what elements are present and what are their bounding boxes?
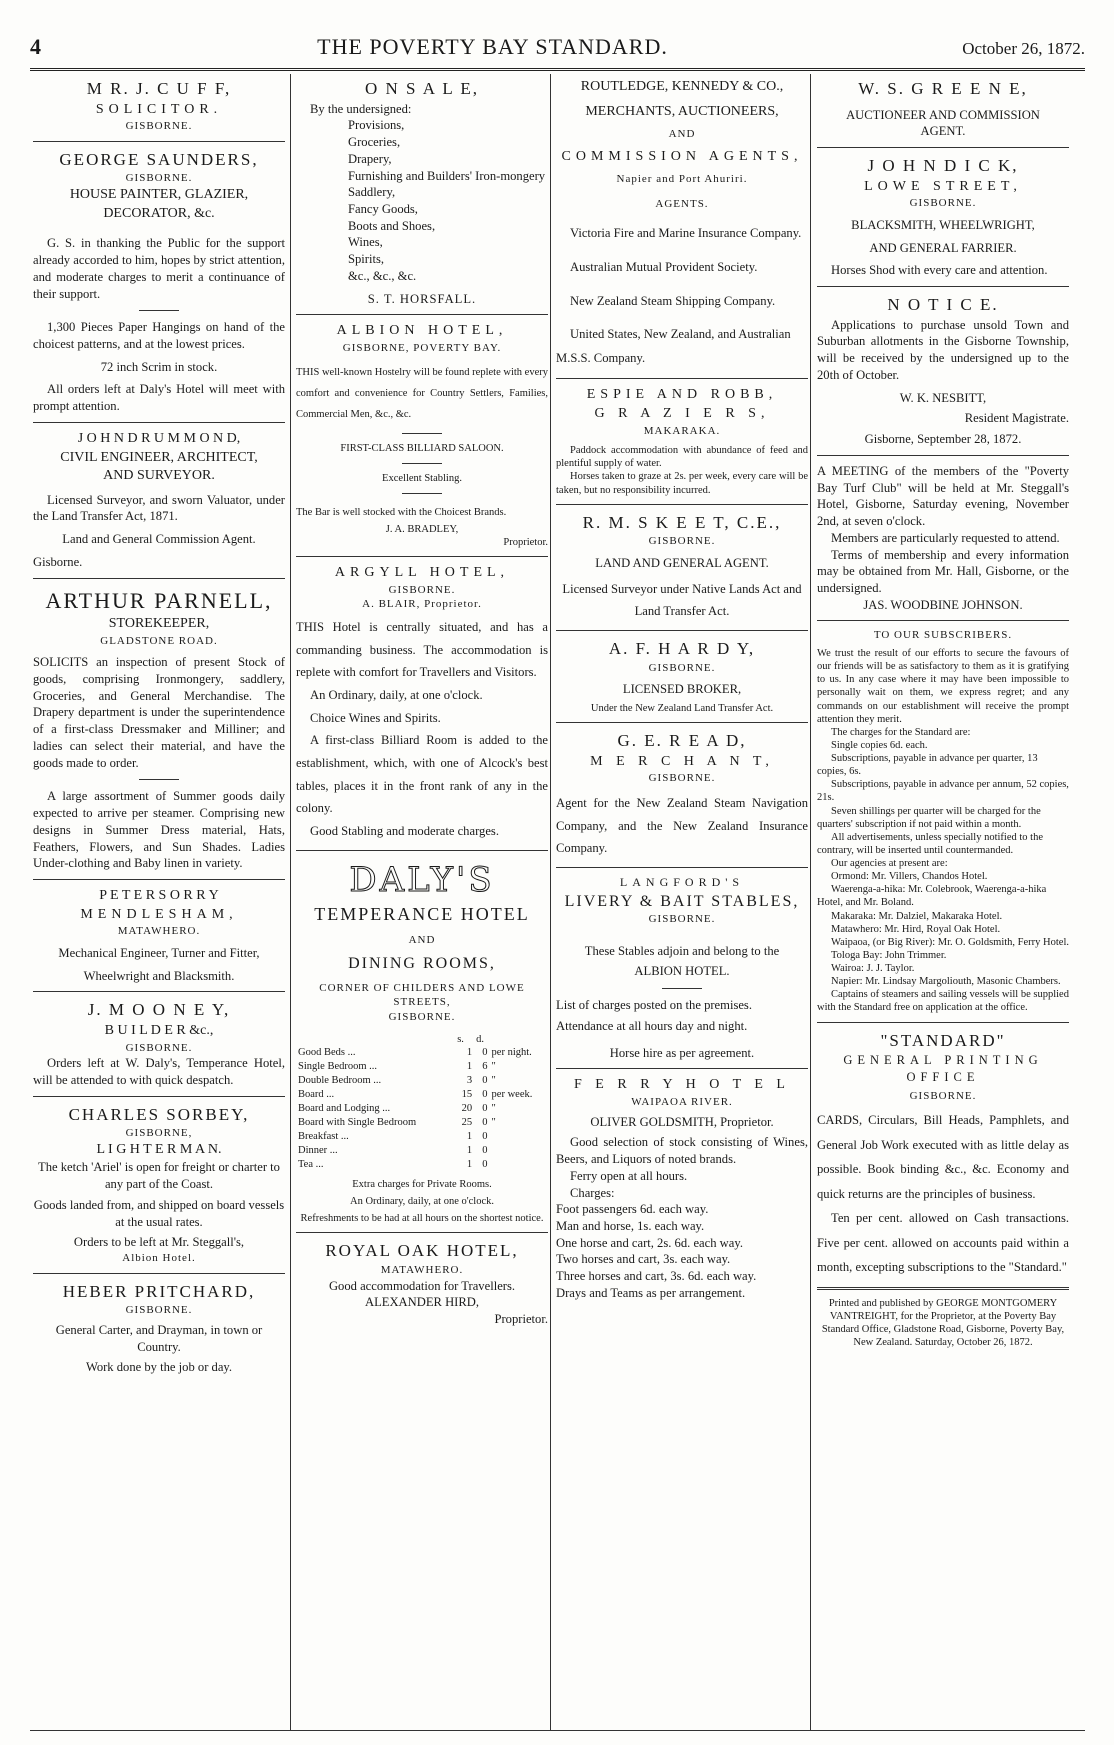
charge-item: Three horses and cart, 3s. 6d. each way.	[556, 1269, 757, 1284]
table-cell: 15	[461, 1089, 473, 1101]
table-cell: "	[491, 1075, 496, 1087]
ad-printing-office	[817, 1030, 1069, 1280]
ad-espie-robb	[556, 386, 808, 496]
ad-heading: CHARLES SORBEY,	[68, 1104, 250, 1124]
ad-heading: W. S. G R E E N E,	[858, 79, 1028, 98]
ad-text: The ketch 'Ariel' is open for freight or charter to any part of the Coast.	[38, 1160, 280, 1192]
ad-text: Orders left at W. Daly's, Temperance Hotel, will be attended to with quick despatch.	[33, 1056, 285, 1087]
ad-heading: J. M O O N E Y,	[87, 1000, 231, 1020]
issue-date: October 26, 1872.	[962, 39, 1085, 58]
agency-item: New Zealand Steam Shipping Company.	[570, 293, 776, 308]
ad-role: CIVIL ENGINEER, ARCHITECT,	[60, 449, 258, 465]
ad-drummond	[33, 430, 285, 571]
ad-heading: ARTHUR PARNELL,	[45, 587, 273, 613]
table-row	[296, 1116, 548, 1130]
ad-text: ALBION HOTEL.	[634, 964, 730, 979]
ad-text: Good accommodation for Travellers.	[328, 1278, 516, 1293]
ad-text: AND	[408, 933, 436, 946]
ad-text: A first-class Billiard Room is added to the establishment, which, with one of Alcock's best tables, places it in the front rank of any in the colony.	[296, 733, 548, 816]
ad-saunders	[33, 149, 285, 415]
table-cell: "	[491, 1103, 496, 1115]
table-row	[296, 1102, 548, 1116]
divider	[33, 991, 285, 992]
ad-text: Excellent Stabling.	[382, 472, 462, 484]
masthead	[30, 34, 1085, 64]
masthead-rule	[30, 68, 1085, 71]
ad-hardy	[556, 638, 808, 715]
agency-item: Matawhero: Mr. Hird, Royal Oak Hotel.	[831, 923, 1001, 935]
table-cell: 0	[482, 1117, 488, 1129]
agency-item: United States, New Zealand, and Australian M.S.S. Company.	[556, 327, 791, 366]
ad-heading: TO OUR SUBSCRIBERS.	[873, 629, 1013, 642]
agency-item: Waipaoa, (or Big River): Mr. O. Goldsmith, Ferry Hotel.	[831, 936, 1069, 948]
ad-text: A large assortment of Summer goods daily expected to arrive per steamer. Comprising new designs in Summer Dress material, Hats, Feathers, Flowers, and Sun Shades. Ladies Under-clothing and Baby linen in variety.	[33, 789, 285, 871]
ad-text: Paddock accommodation with abundance of feed and plentiful supply of water.	[556, 445, 808, 470]
ad-text: Under the New Zealand Land Transfer Act.	[590, 702, 774, 714]
table-row	[296, 1060, 548, 1074]
ad-place: MATAWHERO.	[380, 1264, 464, 1277]
divider	[556, 630, 808, 631]
ad-text: The Bar is well stocked with the Choicest Brands.	[296, 506, 507, 518]
table-cell: 1	[466, 1131, 473, 1143]
ad-role: BLACKSMITH, WHEELWRIGHT,	[851, 217, 1035, 232]
ad-place: GISBORNE.	[648, 913, 716, 926]
ad-role: G R A Z I E R S,	[594, 405, 770, 421]
ad-heading: ARGYLL HOTEL,	[334, 565, 510, 581]
ad-role: AND SURVEYOR.	[103, 468, 215, 484]
divider	[817, 1022, 1069, 1023]
table-cell: Good Beds ...	[298, 1047, 356, 1059]
table-cell: Single Bedroom ...	[298, 1061, 378, 1073]
table-cell: 0	[482, 1145, 488, 1157]
ad-place: LOWE STREET,	[864, 178, 1022, 194]
agency-item: Wairoa: J. J. Taylor.	[831, 963, 915, 975]
ad-role: DECORATOR, &c.	[103, 205, 215, 221]
table-cell: 0	[482, 1131, 488, 1143]
charge-item: Foot passengers 6d. each way.	[556, 1202, 709, 1217]
table-cell: per night.	[491, 1047, 532, 1059]
ad-place: GISBORNE,	[125, 1127, 193, 1140]
ad-text: LAND AND GENERAL AGENT.	[595, 555, 769, 570]
ad-text: Wheelwright and Blacksmith.	[83, 968, 235, 983]
ad-role: L I G H T E R M A N.	[96, 1141, 222, 1157]
divider	[556, 378, 808, 379]
ad-text: Work done by the job or day.	[85, 1360, 233, 1375]
ad-text: Horses taken to graze at 2s. per week, every care will be taken, but no responsibility incurred.	[556, 471, 808, 496]
ad-text: General Carter, and Drayman, in town or Country.	[55, 1322, 263, 1354]
agency-item: Makaraka: Mr. Dalziel, Makaraka Hotel.	[831, 910, 1003, 922]
table-row	[296, 1046, 548, 1060]
divider	[817, 286, 1069, 287]
ad-heading: ROYAL OAK HOTEL,	[325, 1241, 519, 1261]
goods-list-item: Drapery,	[348, 151, 392, 166]
divider	[33, 1273, 285, 1274]
ad-role: B U I L D E R &c.,	[104, 1022, 214, 1038]
ad-text: An Ordinary, daily, at one o'clock.	[350, 1196, 494, 1208]
ad-place: GISBORNE, POVERTY BAY.	[342, 342, 502, 355]
ad-heading: DINING ROOMS,	[348, 955, 496, 973]
ad-text: AGENTS.	[655, 198, 709, 211]
divider	[556, 1068, 808, 1069]
ad-albion-hotel	[296, 322, 548, 549]
ad-dalys-temperance-hotel	[296, 858, 548, 1226]
ad-text: Seven shillings per quarter will be charged for the quarters' subscription if not paid within a month.	[817, 805, 1041, 830]
ad-text: Subscriptions, payable in advance per annum, 52 copies, 21s.	[817, 779, 1069, 804]
ad-signature: JAS. WOODBINE JOHNSON.	[863, 597, 1023, 612]
table-cell: Board with Single Bedroom	[298, 1117, 417, 1129]
ad-role: COMMISSION AGENTS,	[561, 148, 803, 164]
goods-list-item: &c., &c., &c.	[348, 268, 417, 283]
agency-item: Tologa Bay: John Trimmer.	[831, 949, 947, 961]
divider	[817, 620, 1069, 621]
newspaper-title: THE POVERTY BAY STANDARD.	[317, 34, 668, 59]
charge-item: Two horses and cart, 3s. each way.	[556, 1252, 731, 1267]
divider	[33, 879, 285, 880]
ad-signature: ALEXANDER HIRD,	[364, 1295, 480, 1310]
column-2	[296, 78, 548, 1728]
ad-role: AND GENERAL FARRIER.	[869, 240, 1017, 255]
goods-list-item: Spirits,	[348, 252, 385, 267]
ad-text: Ten per cent. allowed on Cash transactions. Five per cent. allowed on accounts paid within a month, excepting subscriptions to the "Standard."	[817, 1211, 1069, 1275]
ad-signature: J. A. BRADLEY,	[385, 523, 459, 535]
ad-text: These Stables adjoin and belong to the	[584, 943, 780, 958]
divider	[817, 455, 1069, 456]
ad-signature: S. T. HORSFALL.	[367, 291, 477, 306]
divider	[296, 850, 548, 851]
ad-text: Our agencies at present are:	[831, 858, 948, 870]
table-cell: 1	[466, 1047, 473, 1059]
ad-place: CORNER OF CHILDERS AND LOWE STREETS,	[319, 981, 525, 1009]
table-row	[296, 1144, 548, 1158]
divider	[33, 141, 285, 142]
agency-item: Australian Mutual Provident Society.	[570, 259, 758, 274]
ad-text: Albion Hotel.	[122, 1252, 196, 1265]
goods-list-item: Groceries,	[348, 135, 401, 150]
ad-place: GISBORNE.	[909, 1090, 977, 1103]
short-rule	[402, 433, 442, 434]
ad-place: GISBORNE.	[648, 772, 716, 785]
ad-mooney	[33, 999, 285, 1088]
agency-item: Ormond: Mr. Villers, Chandos Hotel.	[831, 871, 988, 883]
ad-text: Good selection of stock consisting of Wines, Beers, and Liquors of noted brands.	[556, 1135, 808, 1167]
agency-item: Napier: Mr. Lindsay Margoliouth, Masonic Chambers.	[831, 976, 1061, 988]
ad-langford-stables	[556, 875, 808, 1062]
ad-place: GISBORNE.	[648, 535, 716, 548]
table-row	[296, 1130, 548, 1144]
ad-place: GISBORNE.	[388, 583, 456, 596]
divider	[296, 1232, 548, 1233]
column-divider	[810, 74, 811, 1730]
price-column-header	[490, 1033, 548, 1047]
price-column-header	[296, 1033, 455, 1047]
ad-place: GISBORNE.	[909, 197, 977, 210]
price-table-header	[296, 1033, 548, 1047]
ad-role: SOLICITOR.	[95, 101, 223, 117]
ad-text: SOLICITS an inspection of present Stock of goods, comprising Ironmongery, saddlery, Groceries, and General Merchandise. The Drapery department is under the superintendence of a first-class Dressmaker and Milliner; and ladies can select their material, and have the goods made to order.	[33, 655, 285, 770]
ad-notice	[817, 294, 1069, 448]
price-column-header: d.	[476, 1033, 484, 1045]
ad-text: Horse hire as per agreement.	[609, 1045, 755, 1060]
ad-text: Horses Shod with every care and attention.	[831, 263, 1048, 278]
table-cell: Dinner ...	[298, 1145, 338, 1157]
ad-ferry-hotel	[556, 1076, 808, 1301]
table-cell	[490, 1130, 548, 1144]
ad-text: FIRST-CLASS BILLIARD SALOON.	[340, 442, 504, 454]
ad-place: GISBORNE.	[125, 172, 193, 185]
ad-role: M E R C H A N T,	[590, 753, 774, 769]
table-cell: Double Bedroom ...	[298, 1075, 382, 1087]
column-4	[817, 78, 1069, 1728]
ad-heading: TEMPERANCE HOTEL	[314, 903, 530, 924]
table-row	[296, 1158, 548, 1172]
ad-text: Mechanical Engineer, Turner and Fitter,	[58, 945, 260, 960]
ad-text: THIS well-known Hostelry will be found replete with every comfort and convenience for Country Settlers, Families, Commercial Men, &c., &c.	[296, 366, 548, 420]
table-cell: 0	[482, 1159, 488, 1171]
ad-skeet	[556, 512, 808, 623]
divider	[33, 578, 285, 579]
ad-place: WAIPAOA RIVER.	[631, 1095, 733, 1108]
short-rule	[139, 779, 179, 780]
divider	[296, 314, 548, 315]
table-cell: 0	[482, 1047, 488, 1059]
ad-place: MAKARAKA.	[643, 424, 721, 437]
ad-heading: O N S A L E,	[364, 79, 480, 98]
notice-subscribers	[817, 628, 1069, 1014]
column-1	[33, 78, 285, 1728]
ad-text: Members are particularly requested to attend.	[831, 530, 1060, 545]
ad-heading: GENERAL PRINTING OFFICE	[843, 1053, 1043, 1084]
ad-on-sale	[296, 78, 548, 307]
printer-imprint: Printed and published by GEORGE MONTGOMERY VANTREIGHT, for the Proprietor, at the Poverty Bay Standard Office, Gladstone Road, Gisborne, Poverty Bay, New Zealand. Saturday, October 26, 1872.	[821, 1297, 1065, 1349]
divider	[33, 1096, 285, 1097]
table-cell: 1	[466, 1145, 473, 1157]
ad-text: THIS Hotel is centrally situated, and has a commanding business. The accommodation is replete with comfort for Travellers and Visitors.	[296, 620, 548, 680]
ad-text: 1,300 Pieces Paper Hangings on hand of the choicest patterns, and at the lowest prices.	[33, 320, 285, 351]
ad-role: STOREKEEPER,	[108, 615, 210, 631]
divider	[33, 422, 285, 423]
ad-text: Terms of membership and every information may be obtained from Mr. Hall, Gisborne, or the undersigned.	[817, 547, 1069, 596]
table-cell: 6	[482, 1061, 488, 1073]
goods-list	[296, 117, 548, 284]
ad-cuff	[33, 78, 285, 134]
ad-heading: R. M. S K E E T, C.E.,	[582, 512, 782, 532]
ad-date: Gisborne, September 28, 1872.	[864, 432, 1022, 447]
ad-dick	[817, 155, 1069, 279]
ad-place: GISBORNE.	[125, 1304, 193, 1317]
table-cell: "	[491, 1117, 496, 1129]
ad-role: AUCTIONEER AND COMMISSION	[846, 107, 1040, 122]
agency-list	[556, 222, 808, 372]
table-row	[296, 1074, 548, 1088]
table-cell: Tea ...	[298, 1159, 324, 1171]
goods-list-item: Boots and Shoes,	[348, 218, 436, 233]
charge-item: Drays and Teams as per arrangement.	[556, 1285, 746, 1300]
table-cell: 3	[466, 1075, 473, 1087]
ad-role: LICENSED BROKER,	[622, 682, 742, 697]
agency-item: Victoria Fire and Marine Insurance Company.	[570, 225, 802, 240]
ad-text: By the undersigned:	[310, 101, 412, 116]
ad-place: MENDLESHAM,	[80, 906, 238, 922]
ad-place: MATAWHERO.	[117, 925, 201, 938]
ad-text: An Ordinary, daily, at one o'clock.	[310, 687, 483, 702]
table-cell: 1	[466, 1061, 473, 1073]
ad-text: Orders to be left at Mr. Steggall's,	[73, 1235, 245, 1250]
ad-text: The charges for the Standard are:	[831, 726, 971, 738]
ad-heading: GEORGE SAUNDERS,	[59, 149, 259, 169]
charge-item: One horse and cart, 2s. 6d. each way.	[556, 1235, 743, 1250]
ad-heading: J O H N D R U M M O N D,	[77, 430, 241, 446]
ad-text: Extra charges for Private Rooms.	[352, 1179, 492, 1191]
ad-text: Land and General Commission Agent.	[62, 532, 256, 547]
ad-heading: P E T E R S O R R Y	[99, 887, 219, 903]
ad-read	[556, 730, 808, 860]
ad-text: Licensed Surveyor, and sworn Valuator, under the Land Transfer Act, 1871.	[33, 492, 285, 524]
ad-heading: "STANDARD"	[880, 1030, 1006, 1050]
ad-signature: Proprietor.	[494, 1312, 548, 1327]
ad-text: All advertisements, unless specially notified to the contrary, will be inserted until countermanded.	[817, 831, 1043, 856]
ad-text: Good Stabling and moderate charges.	[310, 823, 499, 838]
goods-list-item: Provisions,	[348, 118, 405, 133]
ad-argyll-hotel	[296, 564, 548, 842]
column-3	[556, 78, 808, 1728]
ad-text: Choice Wines and Spirits.	[310, 710, 441, 725]
ad-text: Licensed Surveyor under Native Lands Act and Land Transfer Act.	[562, 581, 802, 619]
table-cell: Breakfast ...	[298, 1131, 349, 1143]
ad-heading: J O H N D I C K,	[867, 156, 1019, 176]
ad-text: G. S. in thanking the Public for the support already accorded to him, hopes by strict attention, and moderate charges to merit a continuance of their support.	[33, 236, 285, 301]
table-cell	[490, 1144, 548, 1158]
bottom-rule	[30, 1730, 1085, 1731]
ad-place: GLADSTONE ROAD.	[100, 634, 218, 647]
table-cell: "	[491, 1061, 496, 1073]
divider	[296, 556, 548, 557]
table-cell: per week.	[491, 1089, 533, 1101]
ad-pritchard	[33, 1281, 285, 1376]
ad-text: Captains of steamers and sailing vessels will be supplied with the Standard free on application at the office.	[817, 989, 1069, 1014]
short-rule	[402, 463, 442, 464]
ad-role: HOUSE PAINTER, GLAZIER,	[69, 187, 249, 203]
ad-text: Attendance at all hours day and night.	[556, 1018, 748, 1033]
ad-heading: A. F. H A R D Y,	[608, 638, 756, 658]
table-row	[296, 1088, 548, 1102]
ad-heading: ALBION HOTEL,	[336, 323, 508, 339]
ad-heading: ROUTLEDGE, KENNEDY & CO.,	[580, 79, 784, 94]
ad-text: List of charges posted on the premises.	[556, 998, 752, 1013]
table-cell: 0	[482, 1103, 488, 1115]
ad-royal-oak-hotel	[296, 1240, 548, 1327]
ad-heading: LANGFORD'S	[619, 874, 745, 889]
ad-signature: W. K. NESBITT,	[899, 390, 987, 405]
ad-heading: N O T I C E.	[887, 295, 999, 315]
divider	[556, 722, 808, 723]
charge-item: Man and horse, 1s. each way.	[556, 1219, 705, 1233]
table-cell: 0	[482, 1089, 488, 1101]
ad-heading: M R. J. C U F F,	[86, 79, 232, 98]
ad-place: GISBORNE.	[388, 1010, 456, 1023]
ad-place: Napier and Port Ahuriri.	[616, 173, 748, 186]
price-table	[296, 1033, 548, 1173]
table-cell: 1	[466, 1159, 473, 1171]
ad-text: Single copies 6d. each.	[831, 739, 928, 751]
ad-role: MERCHANTS, AUCTIONEERS,	[585, 103, 779, 119]
ad-routledge-kennedy	[556, 78, 808, 371]
agency-item: Waerenga-a-hika: Mr. Colebrook, Waerenga-a-hika Hotel, and Mr. Boland.	[817, 884, 1047, 909]
table-cell: 0	[482, 1075, 488, 1087]
page-number: 4	[30, 34, 41, 59]
ad-signature: Proprietor.	[503, 537, 548, 549]
ad-text: Agent for the New Zealand Steam Navigation Company, and the New Zealand Insurance Company.	[556, 795, 808, 856]
table-cell: 20	[461, 1103, 473, 1115]
table-cell: Board ...	[298, 1089, 335, 1101]
ad-place: GISBORNE.	[648, 661, 716, 674]
ad-text: Ferry open at all hours.	[570, 1168, 688, 1183]
ferry-charges	[556, 1201, 808, 1301]
ad-text: Subscriptions, payable in advance per quarter, 13 copies, 6s.	[817, 753, 1038, 778]
ad-text: Goods landed from, and shipped on board vessels at the usual rates.	[33, 1197, 285, 1229]
ad-text: 72 inch Scrim in stock.	[100, 359, 218, 374]
ad-proprietor: OLIVER GOLDSMITH, Proprietor.	[590, 1114, 774, 1129]
goods-list-item: Saddlery,	[348, 185, 396, 200]
ad-text: All orders left at Daly's Hotel will meet with prompt attention.	[33, 382, 285, 414]
ad-sorry	[33, 887, 285, 984]
ad-text: AND	[668, 128, 696, 141]
table-cell: 25	[461, 1117, 473, 1129]
ad-text: Refreshments to be had at all hours on the shortest notice.	[300, 1213, 544, 1225]
price-column-header: s.	[457, 1033, 464, 1045]
ad-text: Charges:	[570, 1185, 615, 1200]
ad-role: AGENT.	[920, 124, 966, 139]
ad-heading: G. E. R E A D,	[617, 731, 747, 751]
ad-signature: Resident Magistrate.	[964, 411, 1069, 426]
agencies-list	[817, 870, 1069, 988]
short-rule	[662, 988, 702, 989]
ad-text: A MEETING of the members of the "Poverty Bay Turf Club" will be held at Mr. Steggall's Hotel, Gisborne, Saturday evening, November 2nd, at seven o'clock.	[817, 463, 1069, 529]
divider	[817, 1287, 1069, 1290]
column-divider	[550, 74, 551, 1730]
ad-place: GISBORNE.	[125, 1041, 193, 1054]
divider	[556, 867, 808, 868]
goods-list-item: Furnishing and Builders' Iron-mongery	[348, 168, 546, 183]
table-cell	[490, 1158, 548, 1172]
dalys-logo: DALY'S	[349, 859, 495, 900]
ad-parnell	[33, 586, 285, 872]
ad-heading: LIVERY & BAIT STABLES,	[564, 892, 800, 910]
ad-proprietor: A. BLAIR, Proprietor.	[362, 598, 482, 611]
ad-greene	[817, 78, 1069, 140]
ad-text: We trust the result of our efforts to secure the favours of our friends will be as satisfactory to them as it is gratifying to us. In any case where it may have been impossible to personally wait on them, we express regret; and any commands on our establishment will receive the prompt attention they merit.	[817, 648, 1069, 725]
short-rule	[402, 493, 442, 494]
goods-list-item: Wines,	[348, 235, 383, 250]
ad-sorbey	[33, 1104, 285, 1266]
ad-place: GISBORNE.	[125, 120, 193, 133]
goods-list-item: Fancy Goods,	[348, 202, 418, 217]
ad-heading: F E R R Y H O T E L	[574, 1077, 790, 1093]
ad-text: Applications to purchase unsold Town and Suburban allotments in the Gisborne Township, will be received by the undersigned up to the 20th of October.	[817, 317, 1069, 382]
table-cell: Board and Lodging ...	[298, 1103, 391, 1115]
short-rule	[139, 310, 179, 311]
ad-heading: HEBER PRITCHARD,	[62, 1281, 256, 1301]
ad-text: Gisborne.	[33, 554, 83, 569]
ad-text: CARDS, Circulars, Bill Heads, Pamphlets, and General Job Work executed with as little delay as possible. Book binding &c., &c. Economy and quick returns are the principles of business.	[817, 1113, 1069, 1201]
divider	[556, 504, 808, 505]
column-divider	[290, 74, 291, 1730]
ad-turf-club	[817, 463, 1069, 614]
ad-heading: ESPIE AND ROBB,	[586, 387, 778, 403]
divider	[817, 147, 1069, 148]
